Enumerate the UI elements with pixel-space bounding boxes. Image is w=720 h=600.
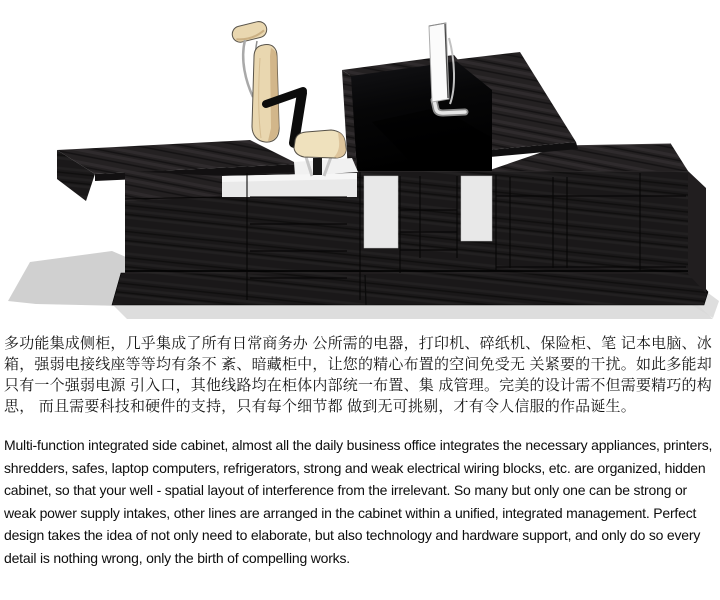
appliance-panel-left <box>364 176 398 248</box>
cabinet-side <box>688 171 706 293</box>
chair-headrest <box>231 20 269 44</box>
appliance-panel-right <box>461 176 492 241</box>
floor-strip <box>112 304 713 319</box>
english-description: Multi-function integrated side cabinet, almost all the daily business office integrates the necessary appliances, printers, shredders, safes, laptop computers, refrigerators, strong and weak electrical wiring blocks, etc. are organized, hidden cabinet, so that your well - spatial layout of interference from the irrelevant. So many but only one can be strong or weak power supply intakes, other lines are arranged in the cabinet within a unified, integrated management. Perfect design takes the idea of not only need to elaborate, but also technology and hardware support, and only do so every detail is nothing wrong, only the birth of compelling works. <box>4 437 713 566</box>
chinese-description: 多功能集成侧柜，几乎集成了所有日常商务办 公所需的电器，打印机、碎纸机、保险柜、笔 记本电脑、冰箱，强弱电接线座等等均有条不 紊、暗藏柜中，让您的精心布置的空间免受无 关紧要的干扰。如此多能却只有一个强弱电源 引入口，其他线路均在柜体内部统一布置、集 成管理。完美的设计需不但需要精巧的构思， 而且需要科技和硬件的支持，只有每个细节都 做到无可挑剔，才有令人信服的作品诞生。 <box>4 335 712 415</box>
headrest-stalk <box>243 40 253 97</box>
